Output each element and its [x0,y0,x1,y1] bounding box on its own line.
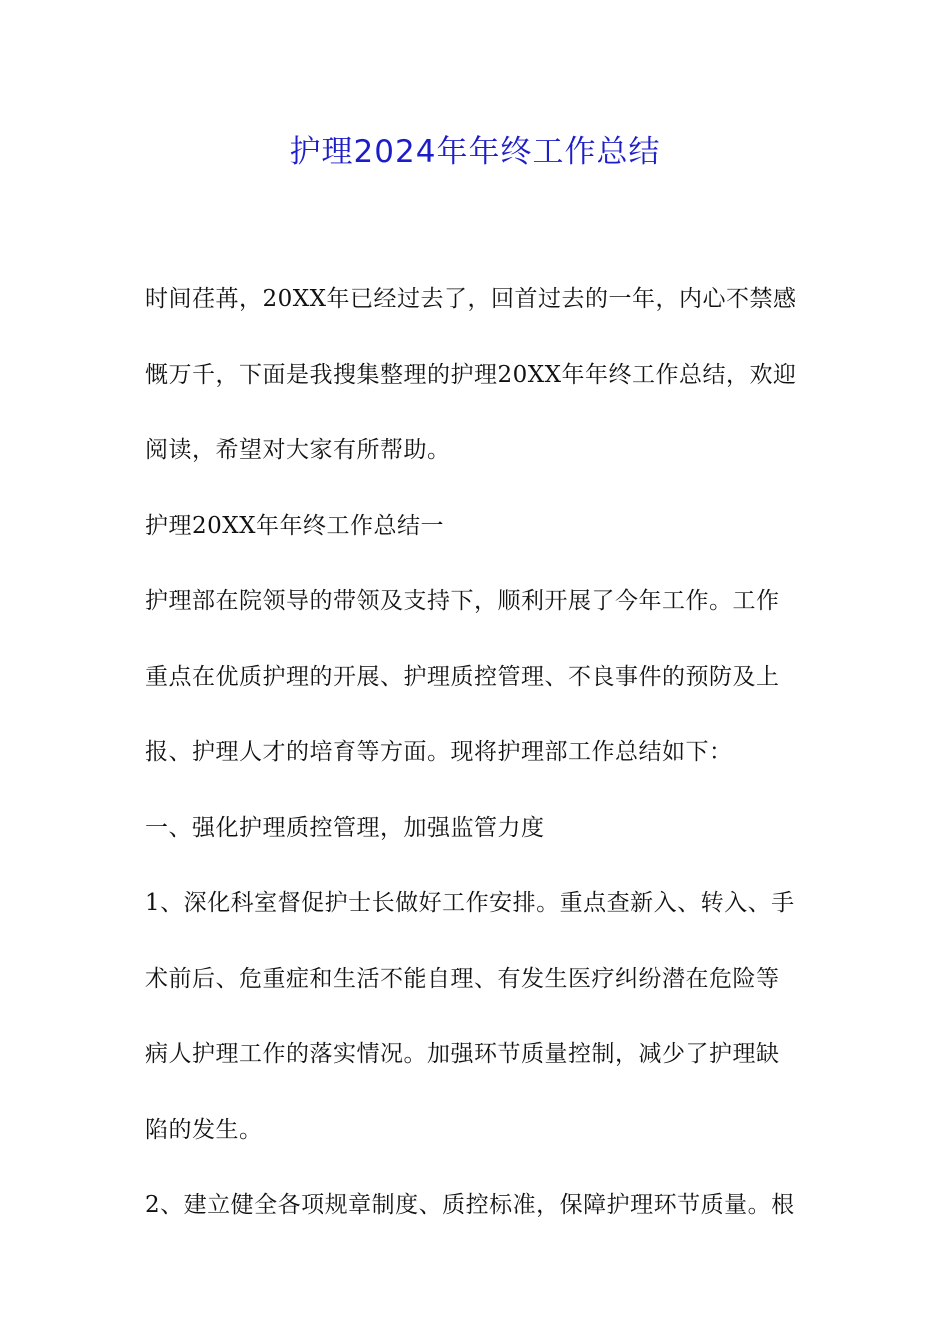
body-line: 2、建立健全各项规章制度、质控标准，保障护理环节质量。根 [145,1192,795,1218]
body-line: 护理部在院领导的带领及支持下，顺利开展了今年工作。工作 [145,588,780,614]
body-line: 报、护理人才的培育等方面。现将护理部工作总结如下： [145,739,733,765]
document-body [145,262,805,1244]
body-line: 陷的发生。 [145,1116,263,1143]
section-heading: 一、强化护理质控管理，加强监管力度 [145,814,545,841]
body-line: 时间荏苒，20XX年已经过去了，回首过去的一年，内心不禁感 [145,286,797,312]
body-line: 阅读，希望对大家有所帮助。 [145,437,451,463]
body-line: 重点在优质护理的开展、护理质控管理、不良事件的预防及上 [145,663,780,690]
section-heading: 护理20XX年年终工作总结一 [145,512,445,539]
body-line: 术前后、危重症和生活不能自理、有发生医疗纠纷潜在危险等 [145,965,780,992]
body-line: 病人护理工作的落实情况。加强环节质量控制，减少了护理缺 [145,1041,780,1067]
body-line: 慨万千，下面是我搜集整理的护理20XX年年终工作总结，欢迎 [145,361,797,388]
document-title: 护理2024年年终工作总结 [289,134,661,170]
body-line: 1、深化科室督促护士长做好工作安排。重点查新入、转入、手 [145,890,795,916]
